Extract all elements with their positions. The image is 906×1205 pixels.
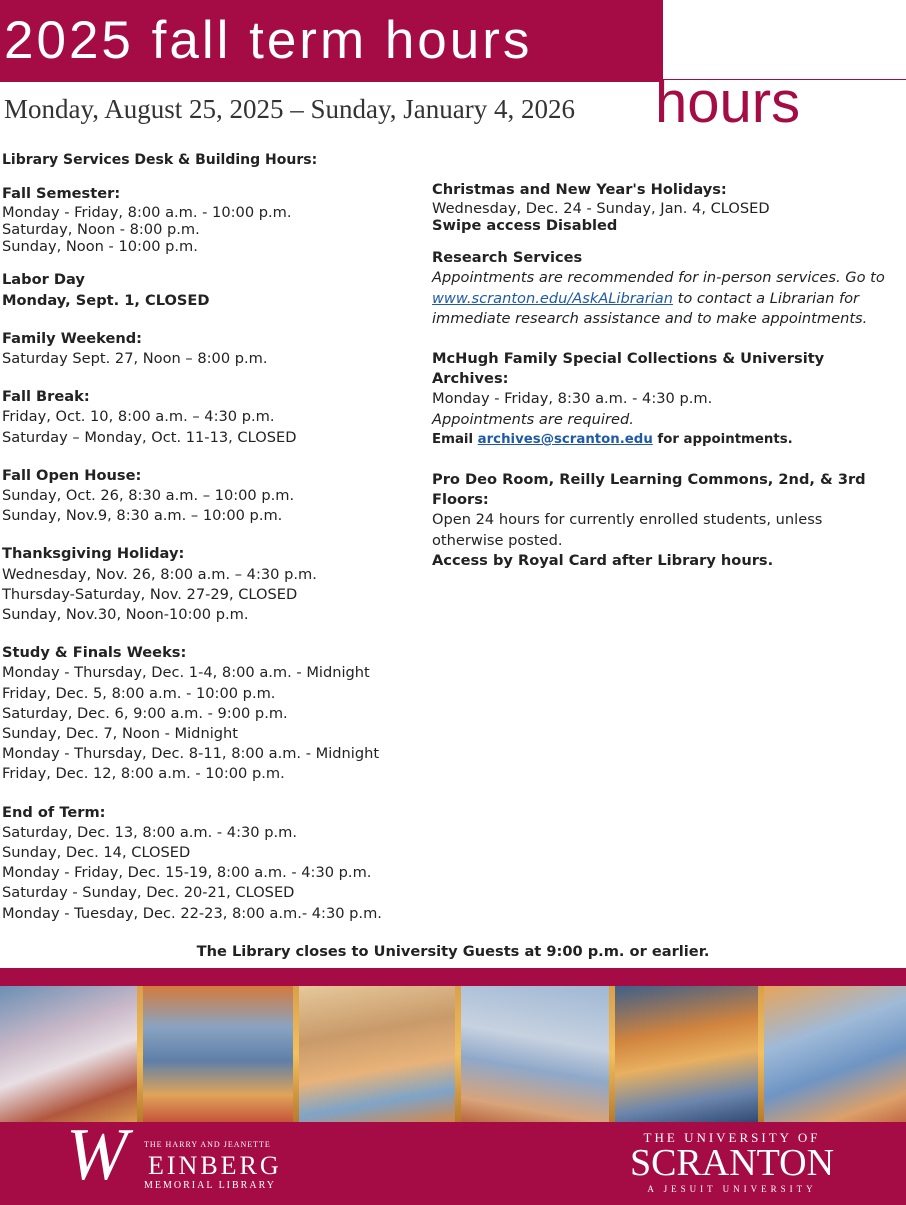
mural-art-strip	[0, 986, 906, 1122]
fall-break-line: Saturday – Monday, Oct. 11-13, CLOSED	[2, 428, 297, 446]
guests-notice: The Library closes to University Guests at 9:00 p.m. or earlier.	[196, 943, 710, 960]
open-house-line: Sunday, Oct. 26, 8:30 a.m. – 10:00 p.m.	[2, 487, 295, 505]
thanksgiving-line: Sunday, Nov.30, Noon-10:00 p.m.	[2, 606, 249, 624]
research-text-after: to contact a Librarian for immediate research assistance and to make appointments.	[432, 289, 868, 327]
research-text-before: Appointments are recommended for in-person services. Go to	[432, 269, 885, 287]
archives-email-link[interactable]: archives@scranton.edu	[477, 431, 653, 447]
end-of-term-line: Saturday, Dec. 13, 8:00 a.m. - 4:30 p.m.	[2, 823, 297, 841]
holidays-note: Swipe access Disabled	[432, 217, 618, 235]
thanksgiving-line: Wednesday, Nov. 26, 8:00 a.m. – 4:30 p.m.	[2, 565, 317, 583]
scranton-bottom-line: A JESUIT UNIVERSITY	[647, 1184, 817, 1194]
end-of-term-heading: End of Term:	[2, 803, 106, 821]
family-weekend-heading: Family Weekend:	[2, 329, 143, 347]
archives-line: Monday - Friday, 8:30 a.m. - 4:30 p.m.	[432, 390, 713, 408]
hours-word: hours	[655, 70, 801, 135]
title-banner-outline	[663, 0, 906, 80]
scranton-top-line: THE UNIVERSITY OF	[643, 1130, 821, 1145]
fall-semester-heading: Fall Semester:	[2, 185, 121, 203]
fall-break-heading: Fall Break:	[2, 388, 90, 406]
prodeo-heading: Pro Deo Room, Reilly Learning Commons, 2nd, & 3rd Floors:	[432, 471, 866, 509]
fall-semester-line: Monday - Friday, 8:00 a.m. - 10:00 p.m.	[2, 204, 292, 222]
holidays-heading: Christmas and New Year's Holidays:	[432, 181, 727, 198]
archives-note: Appointments are required.	[432, 410, 634, 428]
finals-line: Sunday, Dec. 7, Noon - Midnight	[2, 725, 238, 743]
end-of-term-line: Saturday - Sunday, Dec. 20-21, CLOSED	[2, 884, 295, 902]
mural-panel	[0, 986, 137, 1122]
weinberg-library-logo	[60, 1114, 290, 1196]
title-banner	[0, 0, 663, 82]
fall-semester-line: Sunday, Noon - 10:00 p.m.	[2, 238, 198, 256]
prodeo-note: Access by Royal Card after Library hours.	[432, 551, 774, 569]
scranton-university-logo	[612, 1130, 852, 1196]
finals-line: Friday, Dec. 12, 8:00 a.m. - 10:00 p.m.	[2, 765, 285, 783]
prodeo-text: Open 24 hours for currently enrolled students, unless otherwise posted.	[432, 511, 823, 549]
research-text	[432, 268, 900, 329]
scranton-name: SCRANTON	[629, 1142, 835, 1184]
ask-a-librarian-link[interactable]: www.scranton.edu/AskALibrarian	[432, 289, 673, 307]
archives-email-before: Email	[432, 431, 478, 447]
finals-line: Friday, Dec. 5, 8:00 a.m. - 10:00 p.m.	[2, 684, 276, 702]
finals-line: Monday - Thursday, Dec. 8-11, 8:00 a.m. - Midnight	[2, 745, 380, 763]
archives-heading: McHugh Family Special Collections & University Archives:	[432, 350, 825, 388]
end-of-term-line: Monday - Tuesday, Dec. 22-23, 8:00 a.m.- 4:30 p.m.	[2, 904, 382, 922]
left-column	[2, 150, 422, 924]
date-range: Monday, August 25, 2025 – Sunday, January 4, 2026	[4, 94, 575, 124]
finals-line: Saturday, Dec. 6, 9:00 a.m. - 9:00 p.m.	[2, 704, 288, 722]
finals-line: Monday - Thursday, Dec. 1-4, 8:00 a.m. - Midnight	[2, 664, 370, 682]
family-weekend-line: Saturday Sept. 27, Noon – 8:00 p.m.	[2, 350, 268, 368]
mural-panel	[143, 986, 293, 1122]
open-house-heading: Fall Open House:	[2, 466, 142, 484]
intro-heading: Library Services Desk & Building Hours:	[2, 152, 318, 168]
thanksgiving-heading: Thanksgiving Holiday:	[2, 545, 185, 563]
page-title: 2025 fall term hours	[4, 11, 533, 70]
weinberg-bottom-line: MEMORIAL LIBRARY	[144, 1180, 276, 1191]
mural-panel	[764, 986, 906, 1122]
mural-panel	[461, 986, 609, 1122]
archives-email-after: for appointments.	[652, 431, 793, 447]
thanksgiving-line: Thursday-Saturday, Nov. 27-29, CLOSED	[2, 585, 298, 603]
open-house-line: Sunday, Nov.9, 8:30 a.m. – 10:00 p.m.	[2, 507, 283, 525]
right-column	[432, 180, 900, 571]
mural-panel	[299, 986, 455, 1122]
research-heading: Research Services	[432, 249, 583, 267]
end-of-term-line: Monday - Friday, Dec. 15-19, 8:00 a.m. - 4:30 p.m.	[2, 864, 372, 882]
labor-day-line: Monday, Sept. 1, CLOSED	[2, 291, 210, 309]
fall-break-line: Friday, Oct. 10, 8:00 a.m. – 4:30 p.m.	[2, 408, 275, 426]
finals-heading: Study & Finals Weeks:	[2, 644, 187, 662]
labor-day-heading: Labor Day	[2, 271, 85, 289]
end-of-term-line: Sunday, Dec. 14, CLOSED	[2, 844, 191, 862]
holidays-line: Wednesday, Dec. 24 - Sunday, Jan. 4, CLOSED	[432, 200, 770, 218]
weinberg-name: EINBERG	[148, 1151, 282, 1180]
weinberg-top-line: THE HARRY AND JEANETTE	[144, 1140, 271, 1149]
footer-top-band	[0, 968, 906, 986]
fall-semester-line: Saturday, Noon - 8:00 p.m.	[2, 221, 200, 239]
weinberg-initial: W	[66, 1114, 128, 1196]
mural-panel	[615, 986, 758, 1122]
archives-email-line	[432, 430, 900, 450]
